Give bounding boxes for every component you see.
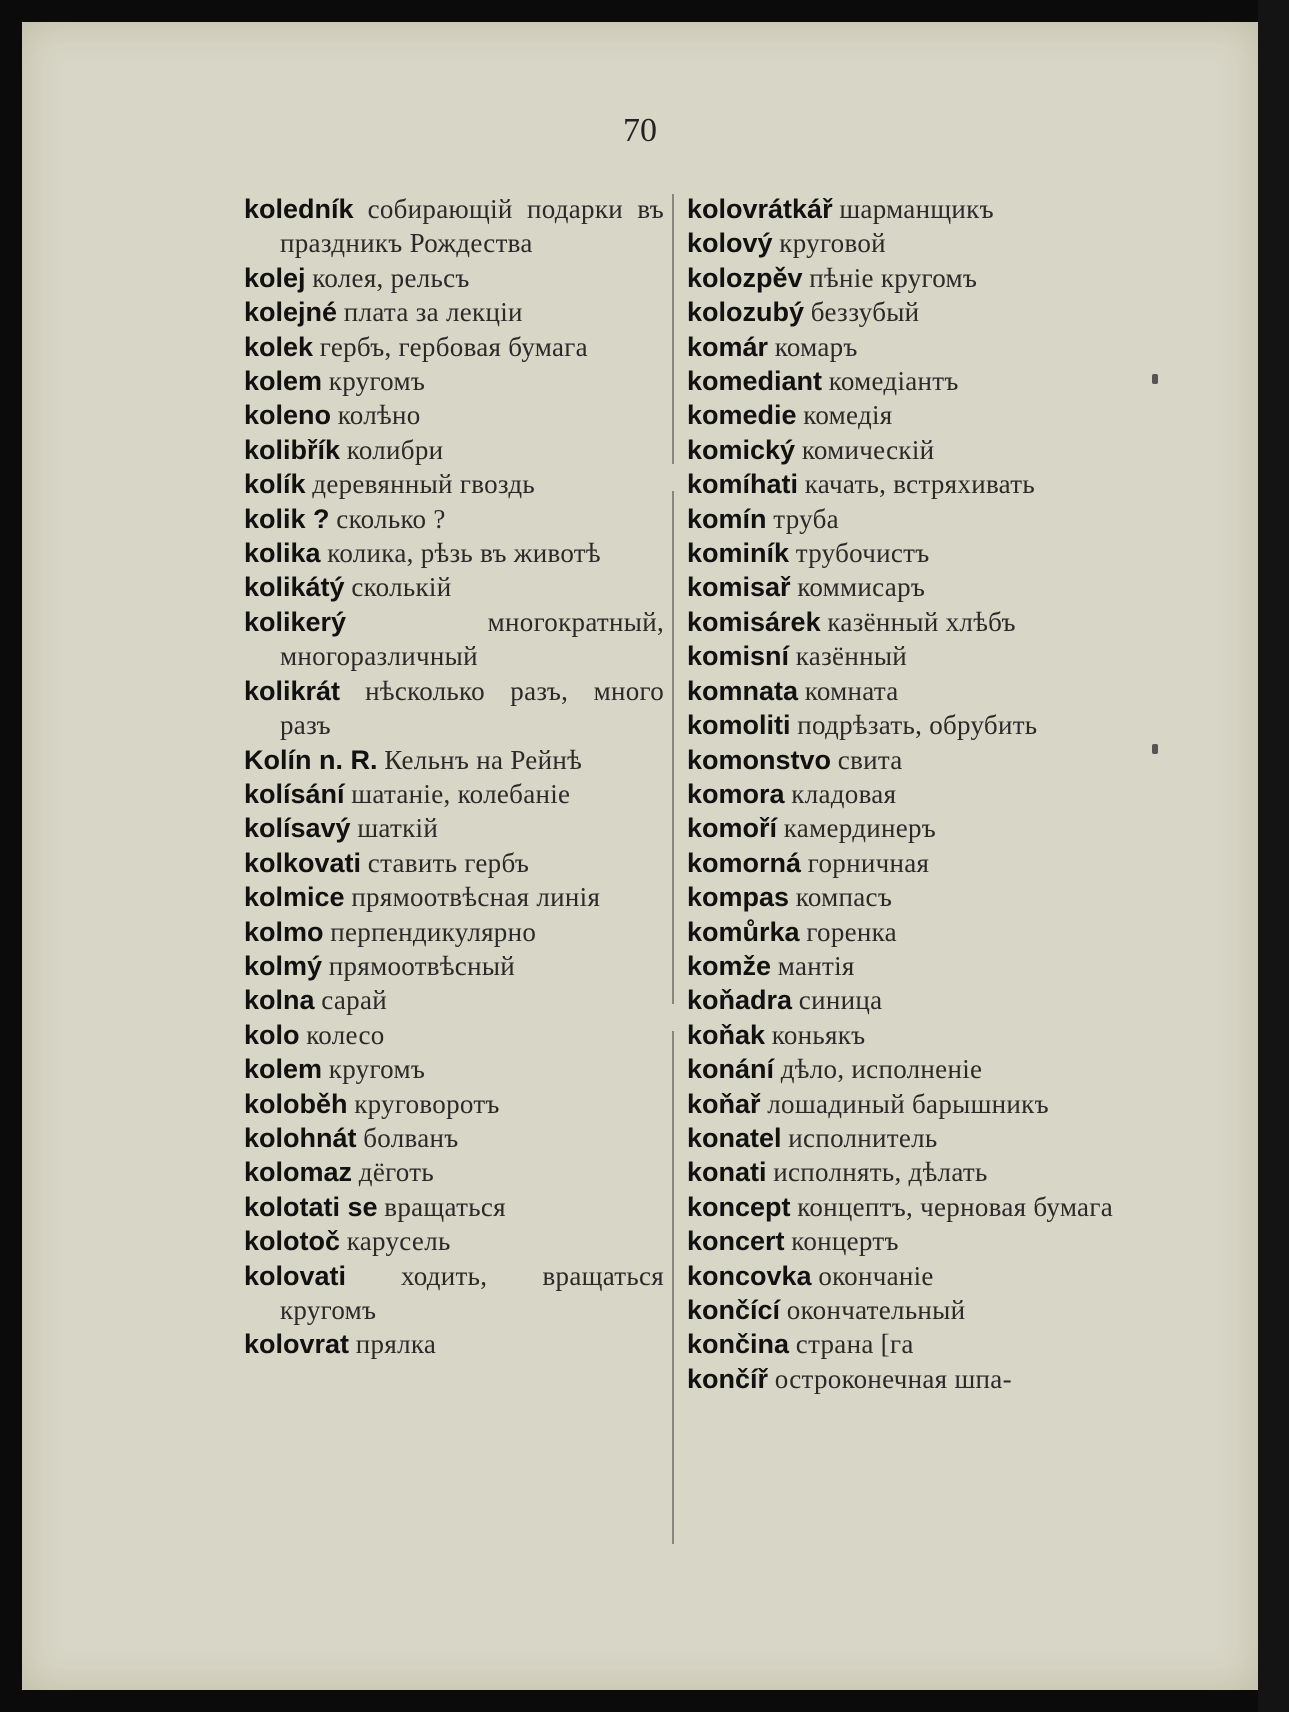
translation: трубочистъ (795, 538, 930, 569)
dictionary-entry (244, 192, 664, 261)
translation: ставить гербъ (367, 847, 530, 878)
dictionary-entry (244, 1155, 664, 1189)
headword: kolík (244, 469, 306, 500)
translation: сколькій (351, 572, 452, 603)
dictionary-entry (687, 1018, 1139, 1052)
translation: концертъ (791, 1226, 899, 1257)
headword: kolovati (244, 1260, 347, 1291)
dictionary-entry (687, 1259, 1139, 1293)
translation: сарай (321, 985, 388, 1016)
dictionary-entry (244, 364, 664, 398)
translation: мантія (777, 950, 855, 981)
translation: колика, рѣзь въ животѣ (327, 538, 601, 569)
page-number: 70 (623, 112, 657, 149)
headword: kolem (244, 1054, 323, 1085)
dictionary-entry (687, 777, 1139, 811)
dictionary-entry (244, 1121, 664, 1155)
translation: камердинеръ (783, 813, 937, 844)
headword: kolmo (244, 916, 324, 947)
dictionary-entry (687, 536, 1139, 570)
translation: лошадиный барышникъ (767, 1088, 1049, 1119)
dictionary-entry (244, 915, 664, 949)
headword: kolovrátkář (687, 194, 833, 224)
translation: горенка (806, 916, 897, 947)
translation: прялка (355, 1329, 437, 1360)
dictionary-entry (687, 226, 1139, 260)
translation: казённый хлѣбъ (827, 606, 1016, 637)
headword: komůrka (687, 916, 800, 947)
translation: прямоотвѣсный (328, 950, 516, 981)
headword: kolohnát (244, 1122, 357, 1153)
headword: kominík (687, 538, 790, 569)
translation: комаръ (774, 331, 858, 362)
translation: труба (773, 503, 839, 534)
dictionary-entry (687, 1190, 1139, 1224)
translation: комедія (803, 400, 893, 431)
translation: окончаніе (818, 1260, 934, 1291)
dictionary-entry (244, 1224, 664, 1258)
dictionary-entry (687, 1087, 1139, 1121)
translation: подрѣзать, обрубить (797, 710, 1038, 741)
dictionary-entry (687, 639, 1139, 673)
dictionary-entry (244, 949, 664, 983)
headword: komíhati (687, 469, 799, 500)
dictionary-entry (687, 570, 1139, 604)
dictionary-entry (244, 811, 664, 845)
dictionary-entry (687, 1052, 1139, 1086)
translation: круговой (779, 228, 886, 259)
translation: колесо (306, 1019, 385, 1050)
headword: kolem (244, 366, 323, 397)
headword: komisař (687, 572, 791, 603)
headword: konatel (687, 1122, 782, 1153)
translation: шарманщикъ (839, 194, 994, 224)
dictionary-entry (244, 1327, 664, 1361)
headword: kolovrat (244, 1329, 350, 1360)
translation: исполнитель (788, 1122, 938, 1153)
headword: komoří (687, 813, 778, 844)
dictionary-entry (687, 674, 1139, 708)
translation: колея, рельсъ (312, 262, 470, 293)
dictionary-entry (244, 1087, 664, 1121)
headword: koncert (687, 1226, 785, 1257)
headword: koňadra (687, 985, 793, 1016)
dictionary-entry (244, 1259, 664, 1328)
headword: kolika (244, 538, 321, 569)
translation: колибри (346, 434, 444, 465)
headword: koleno (244, 400, 332, 431)
headword: kolikátý (244, 572, 345, 603)
margin-mark (1152, 374, 1158, 384)
translation: кругомъ (328, 366, 426, 397)
headword: komisní (687, 641, 790, 672)
headword: koloběh (244, 1088, 348, 1119)
translation: вращаться (384, 1191, 506, 1222)
translation: перпендикулярно (330, 916, 537, 947)
headword: komnata (687, 675, 799, 706)
dictionary-entry (687, 502, 1139, 536)
scan-edge (1258, 0, 1289, 1712)
dictionary-entry (244, 570, 664, 604)
translation: дѣло, исполненіе (780, 1054, 983, 1085)
translation: комедіантъ (828, 366, 959, 397)
dictionary-entry (687, 1224, 1139, 1258)
translation: дёготь (358, 1157, 434, 1188)
translation: исполнять, дѣлать (773, 1157, 988, 1188)
dictionary-entry (244, 983, 664, 1017)
dictionary-entry (687, 743, 1139, 777)
dictionary-page (22, 22, 1258, 1690)
headword: komediant (687, 366, 823, 397)
translation: деревянный гвоздь (312, 469, 536, 500)
headword: kolísání (244, 778, 345, 809)
dictionary-entry (687, 605, 1139, 639)
translation: собирающій подарки въ праздникъ Рождества (280, 194, 664, 259)
dictionary-entry (687, 1121, 1139, 1155)
headword: kolo (244, 1019, 300, 1050)
translation: шатаніе, колебаніе (351, 778, 571, 809)
translation: горничная (807, 847, 930, 878)
column-divider (672, 194, 674, 1544)
dictionary-entry (687, 1155, 1139, 1189)
dictionary-entry (244, 398, 664, 432)
headword: kolek (244, 331, 314, 362)
headword: kolej (244, 262, 306, 293)
dictionary-entry (244, 777, 664, 811)
headword: kolikerý (244, 606, 347, 637)
headword: kolkovati (244, 847, 362, 878)
headword: kolomaz (244, 1157, 353, 1188)
dictionary-entry (687, 398, 1139, 432)
translation: коммисаръ (797, 572, 926, 603)
dictionary-entry (244, 467, 664, 501)
dictionary-entry (687, 467, 1139, 501)
headword: kolibřík (244, 434, 341, 465)
margin-mark (1152, 744, 1158, 754)
translation: страна [га (795, 1329, 914, 1360)
headword: končina (687, 1329, 790, 1360)
headword: končíř (687, 1363, 769, 1394)
dictionary-entry (687, 364, 1139, 398)
dictionary-entry (687, 846, 1139, 880)
dictionary-entry (687, 880, 1139, 914)
dictionary-entry (687, 949, 1139, 983)
headword: kolotoč (244, 1226, 341, 1257)
dictionary-entry (244, 846, 664, 880)
translation: сколько ? (336, 503, 446, 534)
translation: плата за лекціи (343, 297, 523, 328)
translation: гербъ, гербовая бумага (319, 331, 588, 362)
headword: kolna (244, 985, 315, 1016)
translation: кладовая (791, 778, 897, 809)
headword: komže (687, 950, 772, 981)
headword: koňař (687, 1088, 761, 1119)
dictionary-entry (244, 295, 664, 329)
headword: kolísavý (244, 813, 351, 844)
translation: остроконечная шпа- (774, 1363, 1012, 1394)
headword: koncovka (687, 1260, 812, 1291)
dictionary-entry (244, 433, 664, 467)
translation: синица (798, 985, 883, 1016)
headword: komín (687, 503, 767, 534)
translation: беззубый (810, 297, 920, 328)
left-column (244, 192, 664, 1362)
dictionary-entry (687, 915, 1139, 949)
headword: kolikrát (244, 675, 341, 706)
translation: ходить, вращаться кругомъ (280, 1260, 665, 1325)
right-column (687, 192, 1139, 1396)
translation: прямоотвѣсная линія (351, 882, 601, 913)
dictionary-entry (244, 502, 664, 536)
dictionary-entry (687, 1293, 1139, 1327)
headword: kolmý (244, 950, 323, 981)
headword: kolový (687, 228, 773, 259)
translation: колѣно (337, 400, 421, 431)
headword: konání (687, 1054, 775, 1085)
dictionary-entry (687, 433, 1139, 467)
headword: koledník (244, 194, 354, 224)
headword: kolik ? (244, 503, 330, 534)
translation: комическій (801, 434, 935, 465)
translation: концептъ, черновая бумага (797, 1191, 1113, 1222)
dictionary-entry (244, 880, 664, 914)
dictionary-entry (687, 1362, 1139, 1396)
dictionary-entry (687, 295, 1139, 329)
translation: окончательный (786, 1295, 966, 1325)
headword: komora (687, 778, 785, 809)
headword: komár (687, 331, 769, 362)
headword: kolotati se (244, 1191, 378, 1222)
translation: казённый (795, 641, 908, 672)
dictionary-entry (687, 330, 1139, 364)
dictionary-entry (244, 536, 664, 570)
translation: шаткій (357, 813, 439, 844)
headword: komorná (687, 847, 802, 878)
headword: konati (687, 1157, 767, 1188)
headword: komedie (687, 400, 797, 431)
dictionary-entry (244, 1018, 664, 1052)
translation: свита (837, 744, 903, 775)
dictionary-entry (687, 708, 1139, 742)
dictionary-entry (244, 1190, 664, 1224)
dictionary-entry (687, 1327, 1139, 1361)
translation: многократный, многоразличный (280, 606, 664, 672)
translation: комната (804, 675, 899, 706)
headword: komisárek (687, 606, 821, 637)
translation: болванъ (363, 1122, 459, 1153)
dictionary-entry (687, 192, 1139, 226)
headword: kolozpěv (687, 262, 803, 293)
dictionary-entry (687, 811, 1139, 845)
headword: končící (687, 1295, 781, 1325)
translation: коньякъ (771, 1019, 866, 1050)
headword: kolmice (244, 882, 345, 913)
translation: компасъ (795, 882, 893, 913)
headword: koňak (687, 1019, 766, 1050)
headword: komický (687, 434, 796, 465)
dictionary-entry (244, 261, 664, 295)
headword: koncept (687, 1191, 791, 1222)
translation: круговоротъ (354, 1088, 500, 1119)
headword: kompas (687, 882, 790, 913)
translation: карусель (346, 1226, 451, 1257)
dictionary-entry (687, 261, 1139, 295)
translation: нѣсколько разъ, много разъ (280, 675, 665, 741)
dictionary-entry (244, 605, 664, 674)
translation: пѣніе кругомъ (809, 262, 978, 293)
translation: качать, встряхивать (804, 469, 1035, 500)
translation: Кельнъ на Рейнѣ (384, 744, 583, 775)
headword: komonstvo (687, 744, 832, 775)
dictionary-entry (687, 983, 1139, 1017)
headword: kolozubý (687, 297, 805, 328)
dictionary-entry (244, 674, 664, 743)
headword: Kolín n. R. (244, 744, 378, 775)
translation: кругомъ (328, 1054, 426, 1085)
dictionary-entry (244, 1052, 664, 1086)
headword: komoliti (687, 710, 791, 741)
headword: kolejné (244, 297, 338, 328)
dictionary-entry (244, 743, 664, 777)
dictionary-entry (244, 330, 664, 364)
